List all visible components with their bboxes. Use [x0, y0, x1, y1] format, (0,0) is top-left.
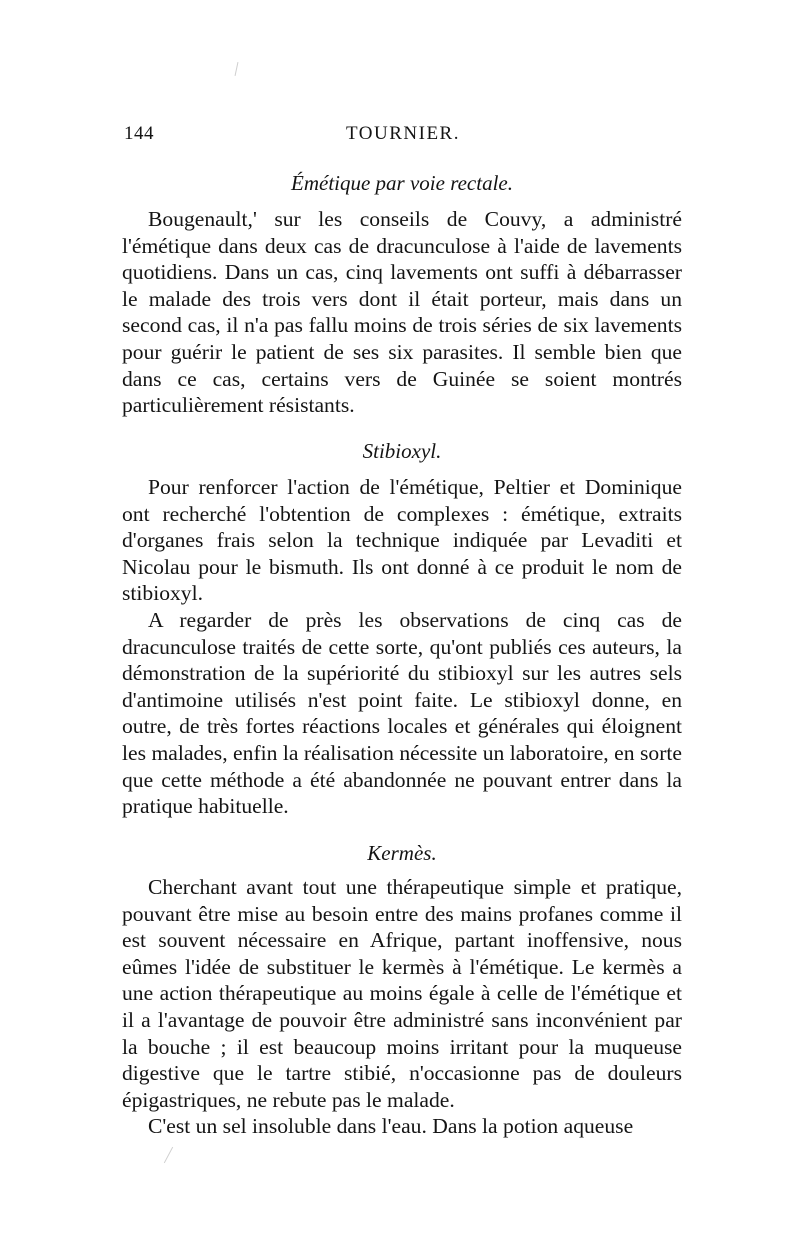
paragraph: Cherchant avant tout une thérapeutique simple et pratique, pouvant être mise au besoin entre des mains profanes comme il est souvent nécessaire en Afrique, partant inoffensive, nous eûmes l'idée de substituer le kermès à l'émétique. Le kermès a une action thérapeutique au moins égale à celle de l'émétique et il a l'avantage de pouvoir être administré sans inconvénient par la bouche ; il est beaucoup moins irritant pour la muqueuse digestive que le tartre stibié, n'occasionne pas de douleurs épigastriques, ne rebute pas le malade. — [122, 875, 682, 1112]
paragraph: A regarder de près les observations de cinq cas de dracunculose traités de cette sorte, qu'ont publiés ces auteurs, la démonstration de la supériorité du stibioxyl sur les autres sels d'antimoine utilisés n'est point faite. Le stibioxyl donne, en outre, de très fortes réactions locales et générales qui éloignent les malades, enfin la réalisation nécessite un laboratoire, en sorte que cette méthode a été abandonnée ne pouvant entrer dans la pratique habituelle. — [122, 607, 682, 819]
section-body-stibioxyl — [122, 474, 682, 820]
section-body-emetique-rectale — [122, 206, 682, 419]
scan-speck — [235, 62, 239, 76]
scan-speck — [164, 1147, 173, 1163]
section-heading-emetique-rectale: Émétique par voie rectale. — [291, 171, 513, 195]
paragraph: C'est un sel insoluble dans l'eau. Dans la potion aqueuse — [148, 1114, 634, 1139]
section-heading-kermes: Kermès. — [367, 841, 437, 865]
section-body-kermes — [122, 874, 682, 1140]
section-heading-stibioxyl: Stibioxyl. — [362, 439, 442, 463]
paragraph: Pour renforcer l'action de l'émétique, Peltier et Dominique ont recherché l'obtention de complexes : émétique, extraits d'organes frais selon la technique indiquée par Levaditi et Nicolau pour le bismuth. Ils ont donné à ce produit le nom de stibioxyl. — [122, 475, 682, 606]
paragraph: Bougenault,' sur les conseils de Couvy, a administré l'émétique dans deux cas de dracunculose à l'aide de lavements quotidiens. Dans un cas, cinq lavements ont suffi à débarrasser le malade des trois vers dont il était porteur, mais dans un second cas, il n'a pas fallu moins de trois séries de six lavements pour guérir le patient de ses six parasites. Il semble bien que dans ce cas, certains vers de Guinée se soient montrés particulièrement résistants. — [122, 207, 682, 418]
running-title: TOURNIER. — [346, 123, 460, 144]
page-number: 144 — [124, 123, 154, 144]
running-head — [124, 123, 682, 147]
